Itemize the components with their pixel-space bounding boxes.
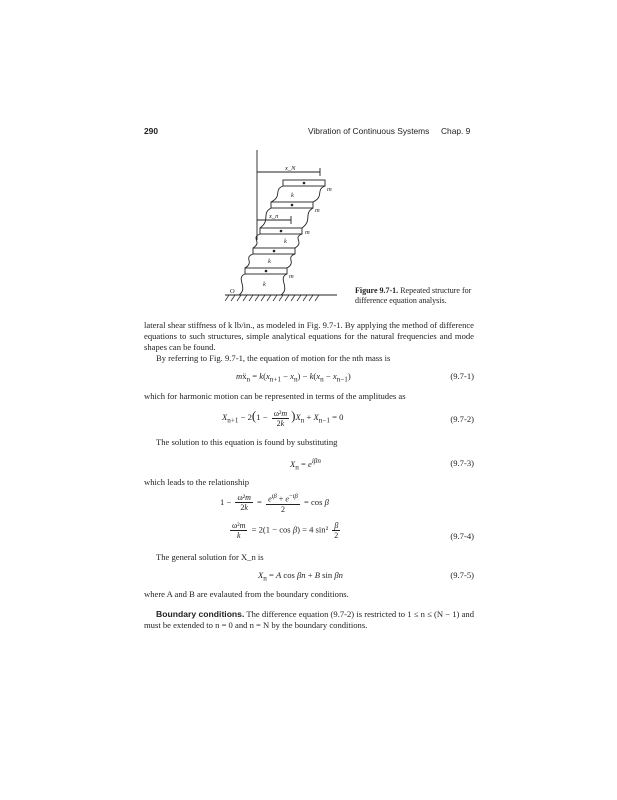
page-number: 290	[144, 126, 158, 136]
mass-label: m	[305, 229, 310, 236]
paragraph: The general solution for X_n is	[156, 552, 264, 562]
stiffness-label: k	[263, 281, 266, 288]
origin-label: O	[230, 288, 235, 295]
stiffness-label: k	[268, 258, 271, 265]
paragraph-body: The difference equation (9.7-2) is restricted to 1 ≤ n ≤ (N − 1) and must be extended to n = 0 and n = N by the boundary conditions.	[144, 609, 475, 630]
paragraph: By referring to Fig. 9.7-1, the equation of motion for the nth mass is	[156, 353, 391, 363]
paragraph: which leads to the relationship	[144, 477, 250, 487]
xn-label: x_n	[269, 213, 279, 220]
equation-9-7-4-line2: $\frac{\text{ω²m}}{k}$ = 2(1 − cos β) = 4 sin² $\frac{\beta}{2}$	[232, 521, 339, 540]
figure-number: Figure 9.7-1.	[355, 286, 399, 295]
equation-9-7-4-line1: 1 − $\frac{\text{ω²m}}{2k}$ = $\frac{e^{i\beta} + e^{-i\beta}}{2}$ = cos β	[220, 493, 329, 514]
chapter-label: Chap. 9	[441, 126, 471, 136]
equation-number: (9.7-4)	[450, 531, 474, 541]
equation-number: (9.7-2)	[450, 414, 474, 424]
shear-wall-left	[271, 186, 283, 202]
xN-label: x_N	[285, 165, 296, 172]
shear-wall-right	[313, 186, 325, 202]
shear-wall-left	[245, 254, 253, 268]
mass-label: m	[315, 207, 320, 214]
stiffness-label: k	[291, 192, 294, 199]
equation-number: (9.7-1)	[450, 371, 474, 381]
ground-hatching	[225, 295, 319, 301]
equation-9-7-3: $X_n = e^{i\beta n}$	[290, 457, 321, 472]
boundary-conditions-paragraph	[144, 609, 474, 631]
shear-wall-right	[295, 234, 302, 248]
shear-building-figure	[225, 150, 345, 308]
mass-label: m	[289, 273, 294, 280]
shear-wall-right	[287, 254, 295, 268]
figure-caption-text: Repeated structure for difference equation analysis.	[355, 286, 472, 305]
equation-9-7-1: mẍ$_n$ = $k(x_{n+1} - x_n) - k(x_n - x_{n-1})$	[236, 371, 351, 384]
shear-wall-left	[239, 274, 245, 295]
equation-number: (9.7-3)	[450, 458, 474, 468]
equation-9-7-2: $X_{n+1} - 2(1$ − $\frac{\text{ω²m}}{2k}$ )$X_n + X_{n-1} = 0$	[222, 408, 344, 428]
shear-wall-left	[253, 234, 260, 248]
paragraph: The solution to this equation is found by substituting	[156, 437, 338, 447]
equation-9-7-5: $X_n = A$ cos βn + B sin βn	[258, 570, 343, 583]
paragraph: where A and B are evalauted from the boundary conditions.	[144, 589, 349, 599]
mass-label: m	[327, 186, 332, 193]
figure-caption	[355, 286, 475, 306]
equation-number: (9.7-5)	[450, 570, 474, 580]
running-title: Vibration of Continuous Systems	[308, 126, 430, 136]
shear-wall-right	[302, 208, 313, 228]
paragraph: lateral shear stiffness of k lb/in., as modeled in Fig. 9.7-1. By applying the method of difference equations to such structures, simple analytical equations for the natural frequencies and mode shapes can be found.	[144, 320, 474, 352]
stiffness-label: k	[284, 238, 287, 245]
paragraph: which for harmonic motion can be represented in terms of the amplitudes as	[144, 391, 406, 401]
section-heading: Boundary conditions.	[156, 609, 245, 619]
shear-wall-right	[281, 274, 287, 295]
